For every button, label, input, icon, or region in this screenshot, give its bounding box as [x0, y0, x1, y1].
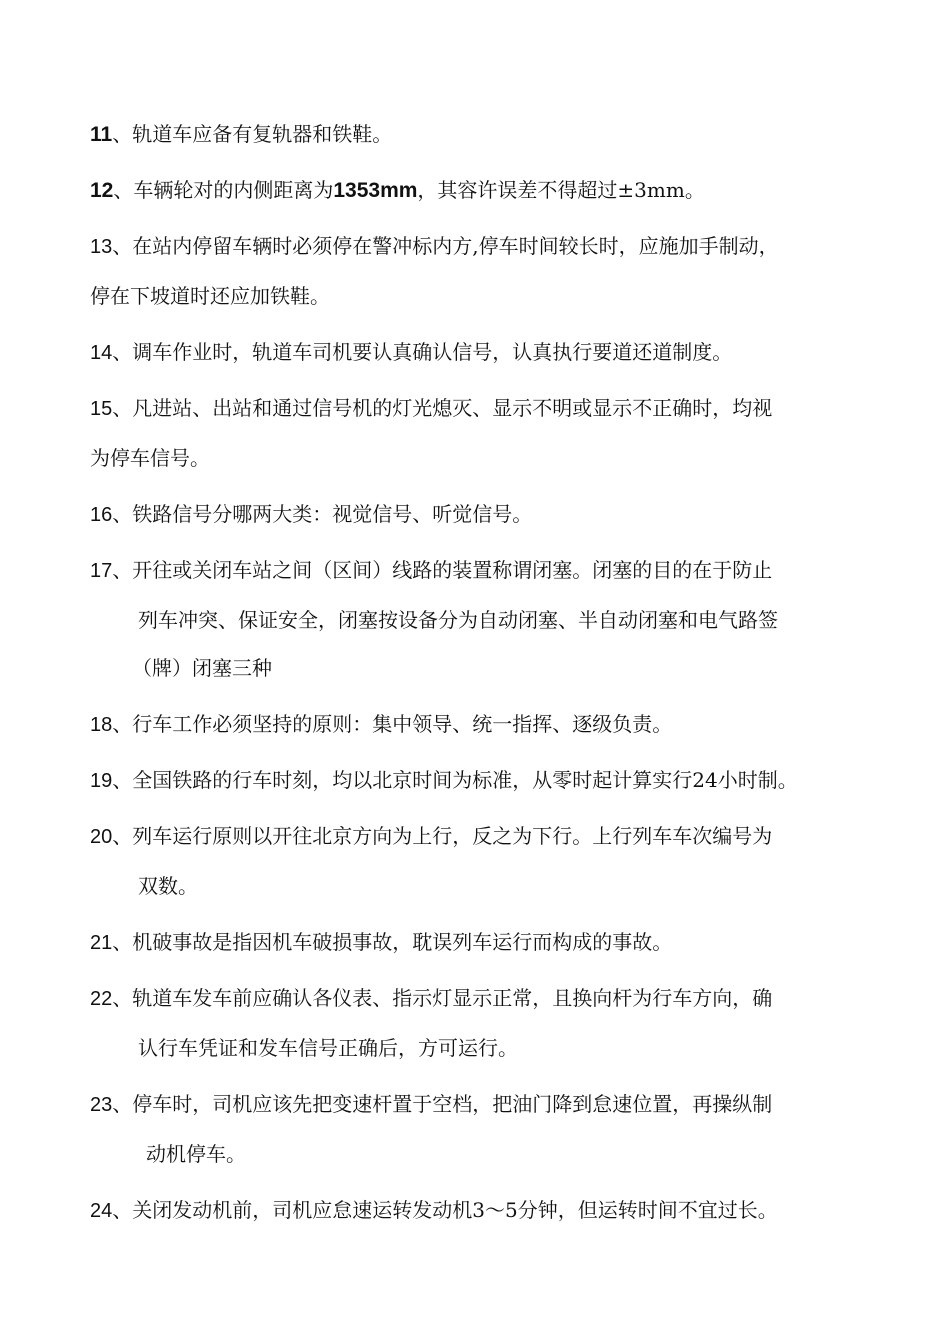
item-12: [90, 176, 890, 205]
item-separator: 、: [112, 986, 133, 1010]
item-text: 轨道车发车前应确认各仪表、指示灯显示正常，且换向杆为行车方向，确: [132, 986, 773, 1010]
item-number: 14: [90, 342, 113, 364]
item-18: [90, 710, 890, 739]
item-separator: 、: [113, 178, 134, 202]
item-separator: 、: [112, 340, 133, 364]
item-separator: 、: [112, 122, 133, 146]
item-separator: 、: [112, 234, 133, 258]
item-text: 调车作业时，轨道车司机要认真确认信号，认真执行要道还道制度。: [132, 340, 733, 364]
item-text: 在站内停留车辆时必须停在警冲标内方,停车时间较长时，应施加手制动，: [132, 234, 779, 258]
item-text: 铁路信号分哪两大类：视觉信号、听觉信号。: [132, 502, 533, 526]
item-separator: 、: [112, 558, 133, 582]
item-separator: 、: [112, 396, 133, 420]
item-bold-value: 1353mm: [333, 179, 418, 202]
item-14: [90, 338, 890, 367]
item-text-tail: ，其容许误差不得超过±3mm。: [417, 178, 705, 202]
item-11: [90, 120, 890, 149]
item-number: 20: [90, 826, 113, 848]
item-text: 行车工作必须坚持的原则：集中领导、统一指挥、逐级负责。: [132, 712, 673, 736]
item-23-continuation: 动机停车。: [146, 1142, 246, 1166]
item-number: 18: [90, 714, 113, 736]
item-number: 12: [90, 179, 114, 202]
item-20-continuation: 双数。: [138, 874, 198, 898]
item-text: 列车运行原则以开往北京方向为上行，反之为下行。上行列车车次编号为: [132, 824, 773, 848]
item-separator: 、: [112, 1092, 133, 1116]
item-separator: 、: [112, 824, 133, 848]
item-text: 车辆轮对的内侧距离为: [133, 178, 334, 202]
item-text: 关闭发动机前，司机应怠速运转发动机3～5分钟，但运转时间不宜过长。: [132, 1198, 778, 1222]
item-21: [90, 928, 890, 957]
item-number: 11: [90, 123, 113, 146]
item-separator: 、: [112, 768, 133, 792]
item-24: [90, 1196, 890, 1225]
item-number: 17: [90, 560, 113, 582]
item-number: 13: [90, 236, 113, 258]
item-19: [90, 766, 890, 795]
item-number: 19: [90, 770, 113, 792]
item-17-continuation: 列车冲突、保证安全，闭塞按设备分为自动闭塞、半自动闭塞和电气路签: [138, 608, 778, 632]
item-number: 21: [90, 932, 113, 954]
item-separator: 、: [112, 930, 133, 954]
item-text: 开往或关闭车站之间（区间）线路的装置称谓闭塞。闭塞的目的在于防止: [132, 558, 773, 582]
item-number: 16: [90, 504, 113, 526]
item-number: 22: [90, 988, 113, 1010]
item-15-continuation: 为停车信号。: [90, 446, 210, 470]
item-13: [90, 232, 890, 261]
item-17-continuation: （牌）闭塞三种: [132, 656, 272, 680]
item-text: 轨道车应备有复轨器和铁鞋。: [132, 122, 393, 146]
item-17: [90, 556, 890, 585]
item-22: [90, 984, 890, 1013]
item-23: [90, 1090, 890, 1119]
item-22-continuation: 认行车凭证和发车信号正确后，方可运行。: [138, 1036, 518, 1060]
item-separator: 、: [112, 1198, 133, 1222]
item-20: [90, 822, 890, 851]
item-15: [90, 394, 890, 423]
item-number: 24: [90, 1200, 113, 1222]
item-13-continuation: 停在下坡道时还应加铁鞋。: [90, 284, 330, 308]
item-text: 全国铁路的行车时刻，均以北京时间为标准，从零时起计算实行24小时制。: [132, 768, 798, 792]
item-text: 机破事故是指因机车破损事故，耽误列车运行而构成的事故。: [132, 930, 673, 954]
item-16: [90, 500, 890, 529]
item-number: 23: [90, 1094, 113, 1116]
item-number: 15: [90, 398, 113, 420]
item-text: 凡进站、出站和通过信号机的灯光熄灭、显示不明或显示不正确时，均视: [132, 396, 773, 420]
item-separator: 、: [112, 712, 133, 736]
item-separator: 、: [112, 502, 133, 526]
item-text: 停车时，司机应该先把变速杆置于空档，把油门降到怠速位置，再操纵制: [132, 1092, 773, 1116]
